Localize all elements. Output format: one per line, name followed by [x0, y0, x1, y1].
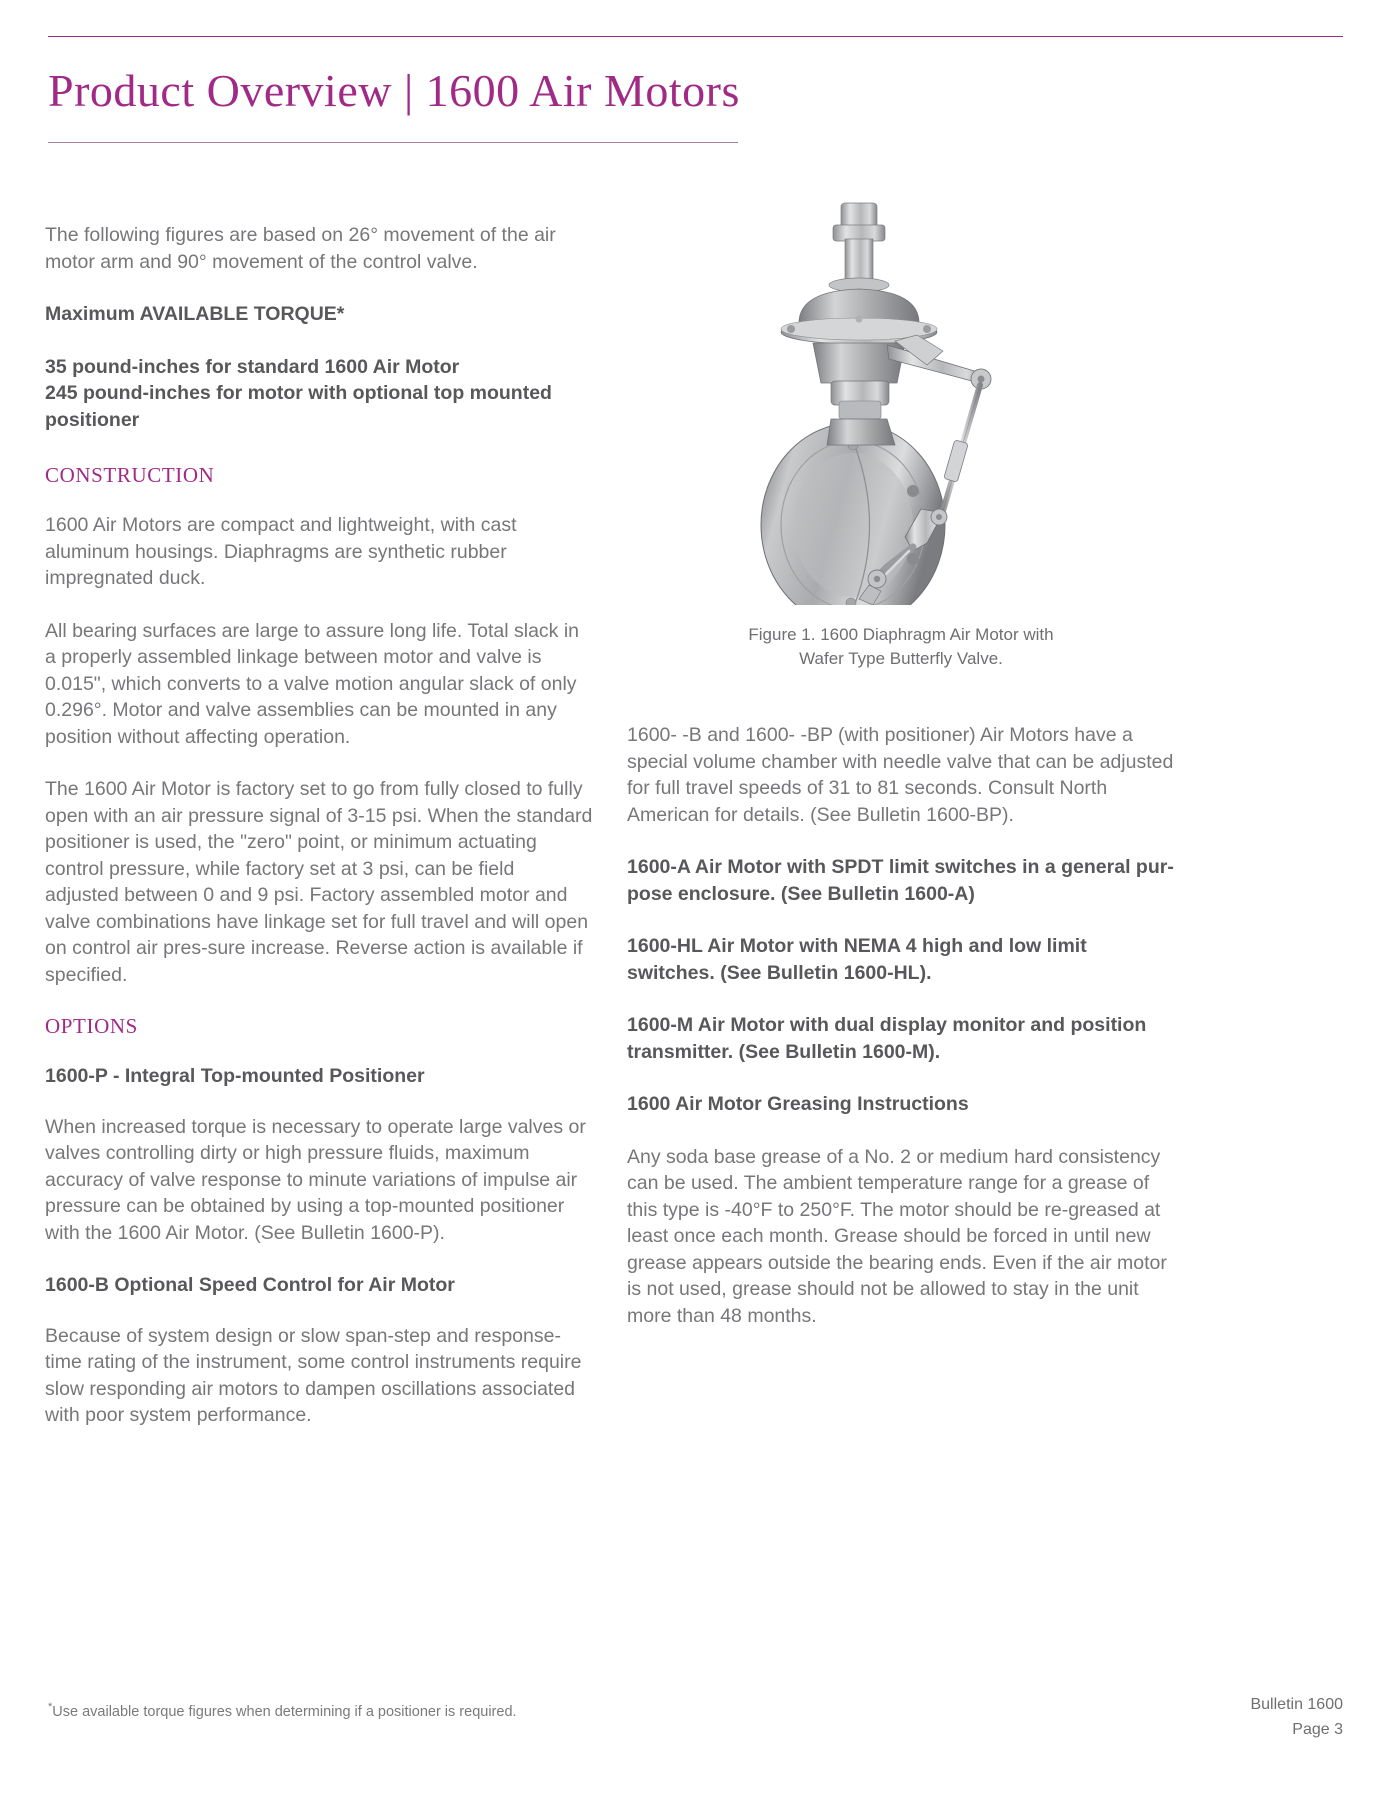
- greasing-body: Any soda base grease of a No. 2 or medium hard consistency can be used. The ambient temperature range for a grease of this type is -40°F to 250°F. The motor should be re-greased at least once each month. Grease should be forced in until new grease appears outside the bearing ends. Even if the air motor is not used, grease should not be allowed to stay in the unit more than 48 months.: [627, 1145, 1167, 1327]
- page-title: Product Overview | 1600 Air Motors: [48, 65, 740, 116]
- construction-paragraph-2: All bearing surfaces are large to assure long life. Total slack in a properly assembled linkage between motor and valve is 0.015", which converts to a valve motion angular slack of only 0.296°. Motor and valve assemblies can be mounted in any position without affecting operation.: [45, 619, 580, 748]
- figure-caption: [627, 623, 1175, 671]
- footnote: [48, 1697, 517, 1722]
- torque-values: [45, 354, 593, 434]
- greasing-heading: 1600 Air Motor Greasing Instructions: [627, 1093, 969, 1115]
- construction-paragraph-1: 1600 Air Motors are compact and lightweight, with cast aluminum housings. Diaphragms are synthetic rubber impregnated duck.: [45, 514, 517, 589]
- model-1600m-paragraph: 1600-M Air Motor with dual display monitor and position transmitter. (See Bulletin 1600-M).: [627, 1014, 1147, 1063]
- header-top-rule: [48, 36, 1343, 37]
- left-column: [45, 222, 593, 1455]
- model-1600hl-paragraph: 1600-HL Air Motor with NEMA 4 high and low limit switches. (See Bulletin 1600-HL).: [627, 935, 1087, 984]
- figure-1: [627, 195, 1175, 671]
- footnote-marker: *: [48, 1701, 53, 1713]
- intro-paragraph: The following figures are based on 26° movement of the air motor arm and 90° movement of the control valve.: [45, 224, 556, 273]
- torque-value-positioner-1: 245 pound-inches for motor with optional top mounted: [45, 382, 552, 404]
- construction-heading: CONSTRUCTION: [45, 463, 215, 487]
- header-bottom-rule: [48, 142, 738, 143]
- torque-heading: Maximum AVAILABLE TORQUE*: [45, 303, 345, 325]
- option-1600p-body: When increased torque is necessary to operate large valves or valves controlling dirty or high pressure fluids, maximum accuracy of valve response to minute variations of impulse air pressure can be obtained by using a top-mounted positioner with the 1600 Air Motor. (See Bulletin 1600-P).: [45, 1115, 586, 1244]
- options-heading: OPTIONS: [45, 1014, 138, 1038]
- torque-value-positioner-2: positioner: [45, 408, 140, 431]
- page-header: [48, 36, 1343, 143]
- footnote-text: Use available torque figures when determining if a positioner is required.: [52, 1703, 517, 1720]
- construction-paragraph-3: The 1600 Air Motor is factory set to go from fully closed to fully open with an air pressure signal of 3-15 psi. When the standard positioner is used, the "zero" point, or minimum actuating control pressure, while factory set at 3 psi, can be field adjusted between 0 and 9 psi. Factory assembled motor and valve combinations have linkage set for full travel and will open on control air pres-sure increase. Reverse action is available if specified.: [45, 778, 593, 986]
- right-column: [627, 722, 1175, 1355]
- bulletin-number: Bulletin 1600: [1250, 1696, 1343, 1713]
- option-1600b-heading: 1600-B Optional Speed Control for Air Motor: [45, 1274, 455, 1296]
- torque-value-standard: 35 pound-inches for standard 1600 Air Motor: [45, 355, 460, 378]
- model-1600a-paragraph: 1600-A Air Motor with SPDT limit switches in a general pur-pose enclosure. (See Bulletin 1600-A): [627, 856, 1174, 905]
- figure-caption-line-1: Figure 1. 1600 Diaphragm Air Motor with: [748, 625, 1054, 644]
- page-number: Page 3: [1292, 1721, 1343, 1738]
- page-folio: [1250, 1692, 1343, 1742]
- air-motor-illustration: [681, 195, 1121, 605]
- bp-paragraph: 1600- -B and 1600- -BP (with positioner) Air Motors have a special volume chamber with needle valve that can be adjusted for full travel speeds of 31 to 81 seconds. Consult North American for details. (See Bulletin 1600-BP).: [627, 724, 1174, 826]
- option-1600p-heading: 1600-P - Integral Top-mounted Positioner: [45, 1065, 425, 1087]
- option-1600b-body: Because of system design or slow span-step and response-time rating of the instrument, some control instruments require slow responding air motors to dampen oscillations associated with poor system performance.: [45, 1324, 582, 1426]
- figure-caption-line-2: Wafer Type Butterfly Valve.: [799, 649, 1003, 668]
